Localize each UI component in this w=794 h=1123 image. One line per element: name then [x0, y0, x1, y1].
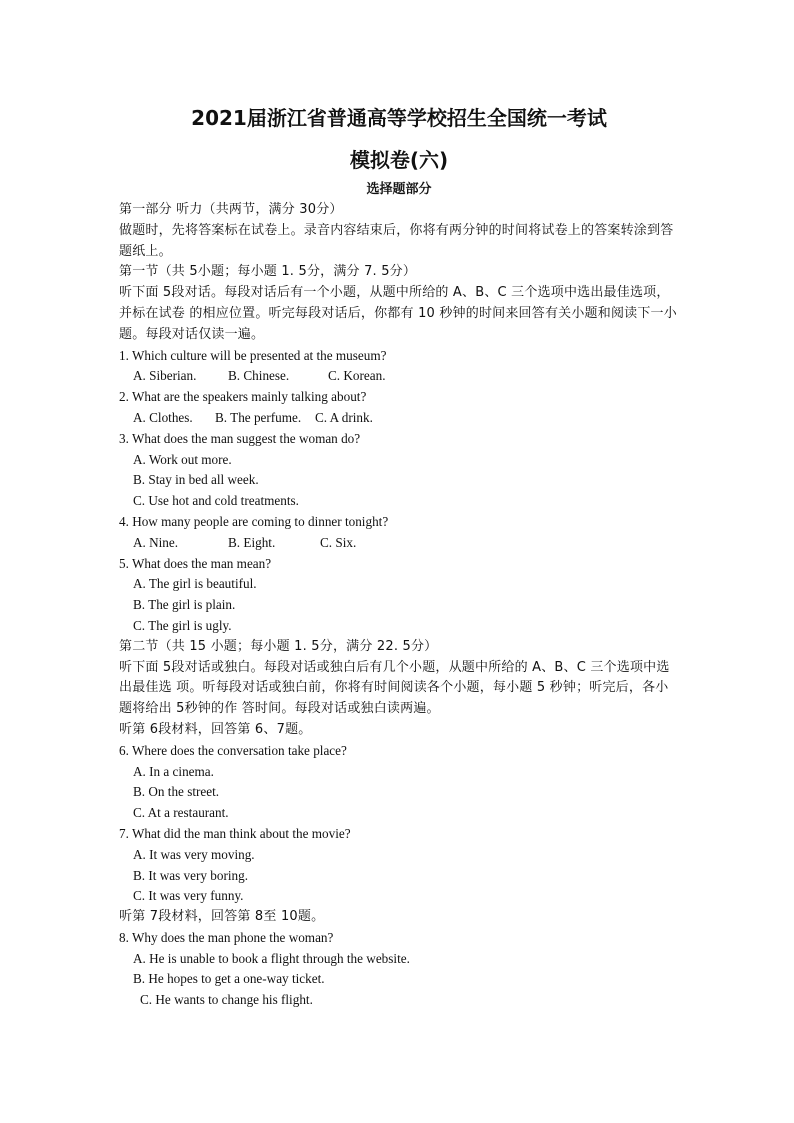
option-c: C. Korean. — [328, 368, 386, 384]
material-6-note: 听第 6段材料，回答第 6、7题。 — [119, 721, 312, 737]
option-b: B. He hopes to get a one-way ticket. — [133, 971, 325, 987]
question-text: 2. What are the speakers mainly talking about? — [119, 389, 367, 405]
question-3 — [119, 429, 679, 512]
question-8 — [119, 928, 679, 1011]
option-a: A. Siberian. — [133, 368, 197, 384]
option-b: B. Eight. — [228, 534, 276, 550]
option-c: C. Six. — [320, 534, 357, 550]
sec1-intro: 听下面 5段对话。每段对话后有一个小题，从题中所给的 A、B、C 三个选项中选出最佳选项，并标在试卷 的相应位置。听完每段对话后，你都有 10 秒钟的时间来回答有关小题和阅读下一小题。每段对话仅读一遍。 — [119, 285, 677, 342]
question-text: 1. Which culture will be presented at the museum? — [119, 347, 387, 363]
question-text: 6. Where does the conversation take place? — [119, 742, 347, 758]
question-4 — [119, 512, 679, 554]
option-a: A. Clothes. — [133, 409, 193, 425]
option-b: B. The perfume. — [215, 409, 302, 425]
option-b: B. It was very boring. — [133, 867, 249, 883]
option-row — [119, 408, 679, 429]
option-c: C. It was very funny. — [133, 888, 244, 904]
option-a: A. He is unable to book a flight through the website. — [133, 950, 410, 966]
option-a: A. Nine. — [133, 534, 179, 550]
option-b: B. Chinese. — [228, 368, 290, 384]
exam-page — [119, 100, 679, 1011]
option-b: B. Stay in bed all week. — [133, 472, 259, 488]
question-text: 5. What does the man mean? — [119, 555, 272, 571]
exam-title: 2021届浙江省普通高等学校招生全国统一考试 — [191, 106, 607, 130]
question-2 — [119, 387, 679, 429]
question-1 — [119, 346, 679, 388]
exam-subtitle: 模拟卷(六) — [349, 148, 449, 172]
option-a: A. It was very moving. — [133, 846, 255, 862]
question-text: 3. What does the man suggest the woman do? — [119, 430, 361, 446]
option-c: C. A drink. — [315, 409, 373, 425]
question-text: 7. What did the man think about the movie? — [119, 825, 351, 841]
section-heading: 选择题部分 — [366, 182, 432, 197]
material-7-note: 听第 7段材料，回答第 8至 10题。 — [119, 909, 325, 925]
question-text: 4. How many people are coming to dinner tonight? — [119, 513, 389, 529]
option-row — [119, 533, 679, 554]
option-c: C. The girl is ugly. — [133, 617, 232, 633]
option-row — [119, 366, 679, 387]
option-a: A. The girl is beautiful. — [133, 576, 257, 592]
question-text: 8. Why does the man phone the woman? — [119, 929, 334, 945]
sec2-intro: 听下面 5段对话或独白。每段对话或独白后有几个小题，从题中所给的 A、B、C 三个选项中选出最佳选 项。听每段对话或独白前，你将有时间阅读各个小题，每小题 5 秒钟；听完后，各小题将给出 5秒钟的作 答时间。每段对话或独白读两遍。 — [119, 659, 670, 717]
option-b: B. On the street. — [133, 784, 220, 800]
option-c: C. Use hot and cold treatments. — [133, 493, 299, 509]
sec2-heading: 第二节（共 15 小题；每小题 1. 5分，满分 22. 5分） — [119, 638, 438, 654]
part1-heading: 第一部分 听力（共两节，满分 30分） — [119, 202, 343, 217]
option-a: A. Work out more. — [133, 451, 232, 467]
sec1-heading: 第一节（共 5小题；每小题 1. 5分，满分 7. 5分） — [119, 264, 417, 280]
option-a: A. In a cinema. — [133, 763, 214, 779]
question-5 — [119, 554, 679, 637]
option-c: C. He wants to change his flight. — [140, 992, 313, 1008]
option-c: C. At a restaurant. — [133, 805, 229, 821]
question-7 — [119, 824, 679, 907]
option-b: B. The girl is plain. — [133, 597, 236, 613]
part1-intro: 做题时，先将答案标在试卷上。录音内容结束后，你将有两分钟的时间将试卷上的答案转涂到答题纸上。 — [119, 222, 674, 259]
question-6 — [119, 741, 679, 824]
